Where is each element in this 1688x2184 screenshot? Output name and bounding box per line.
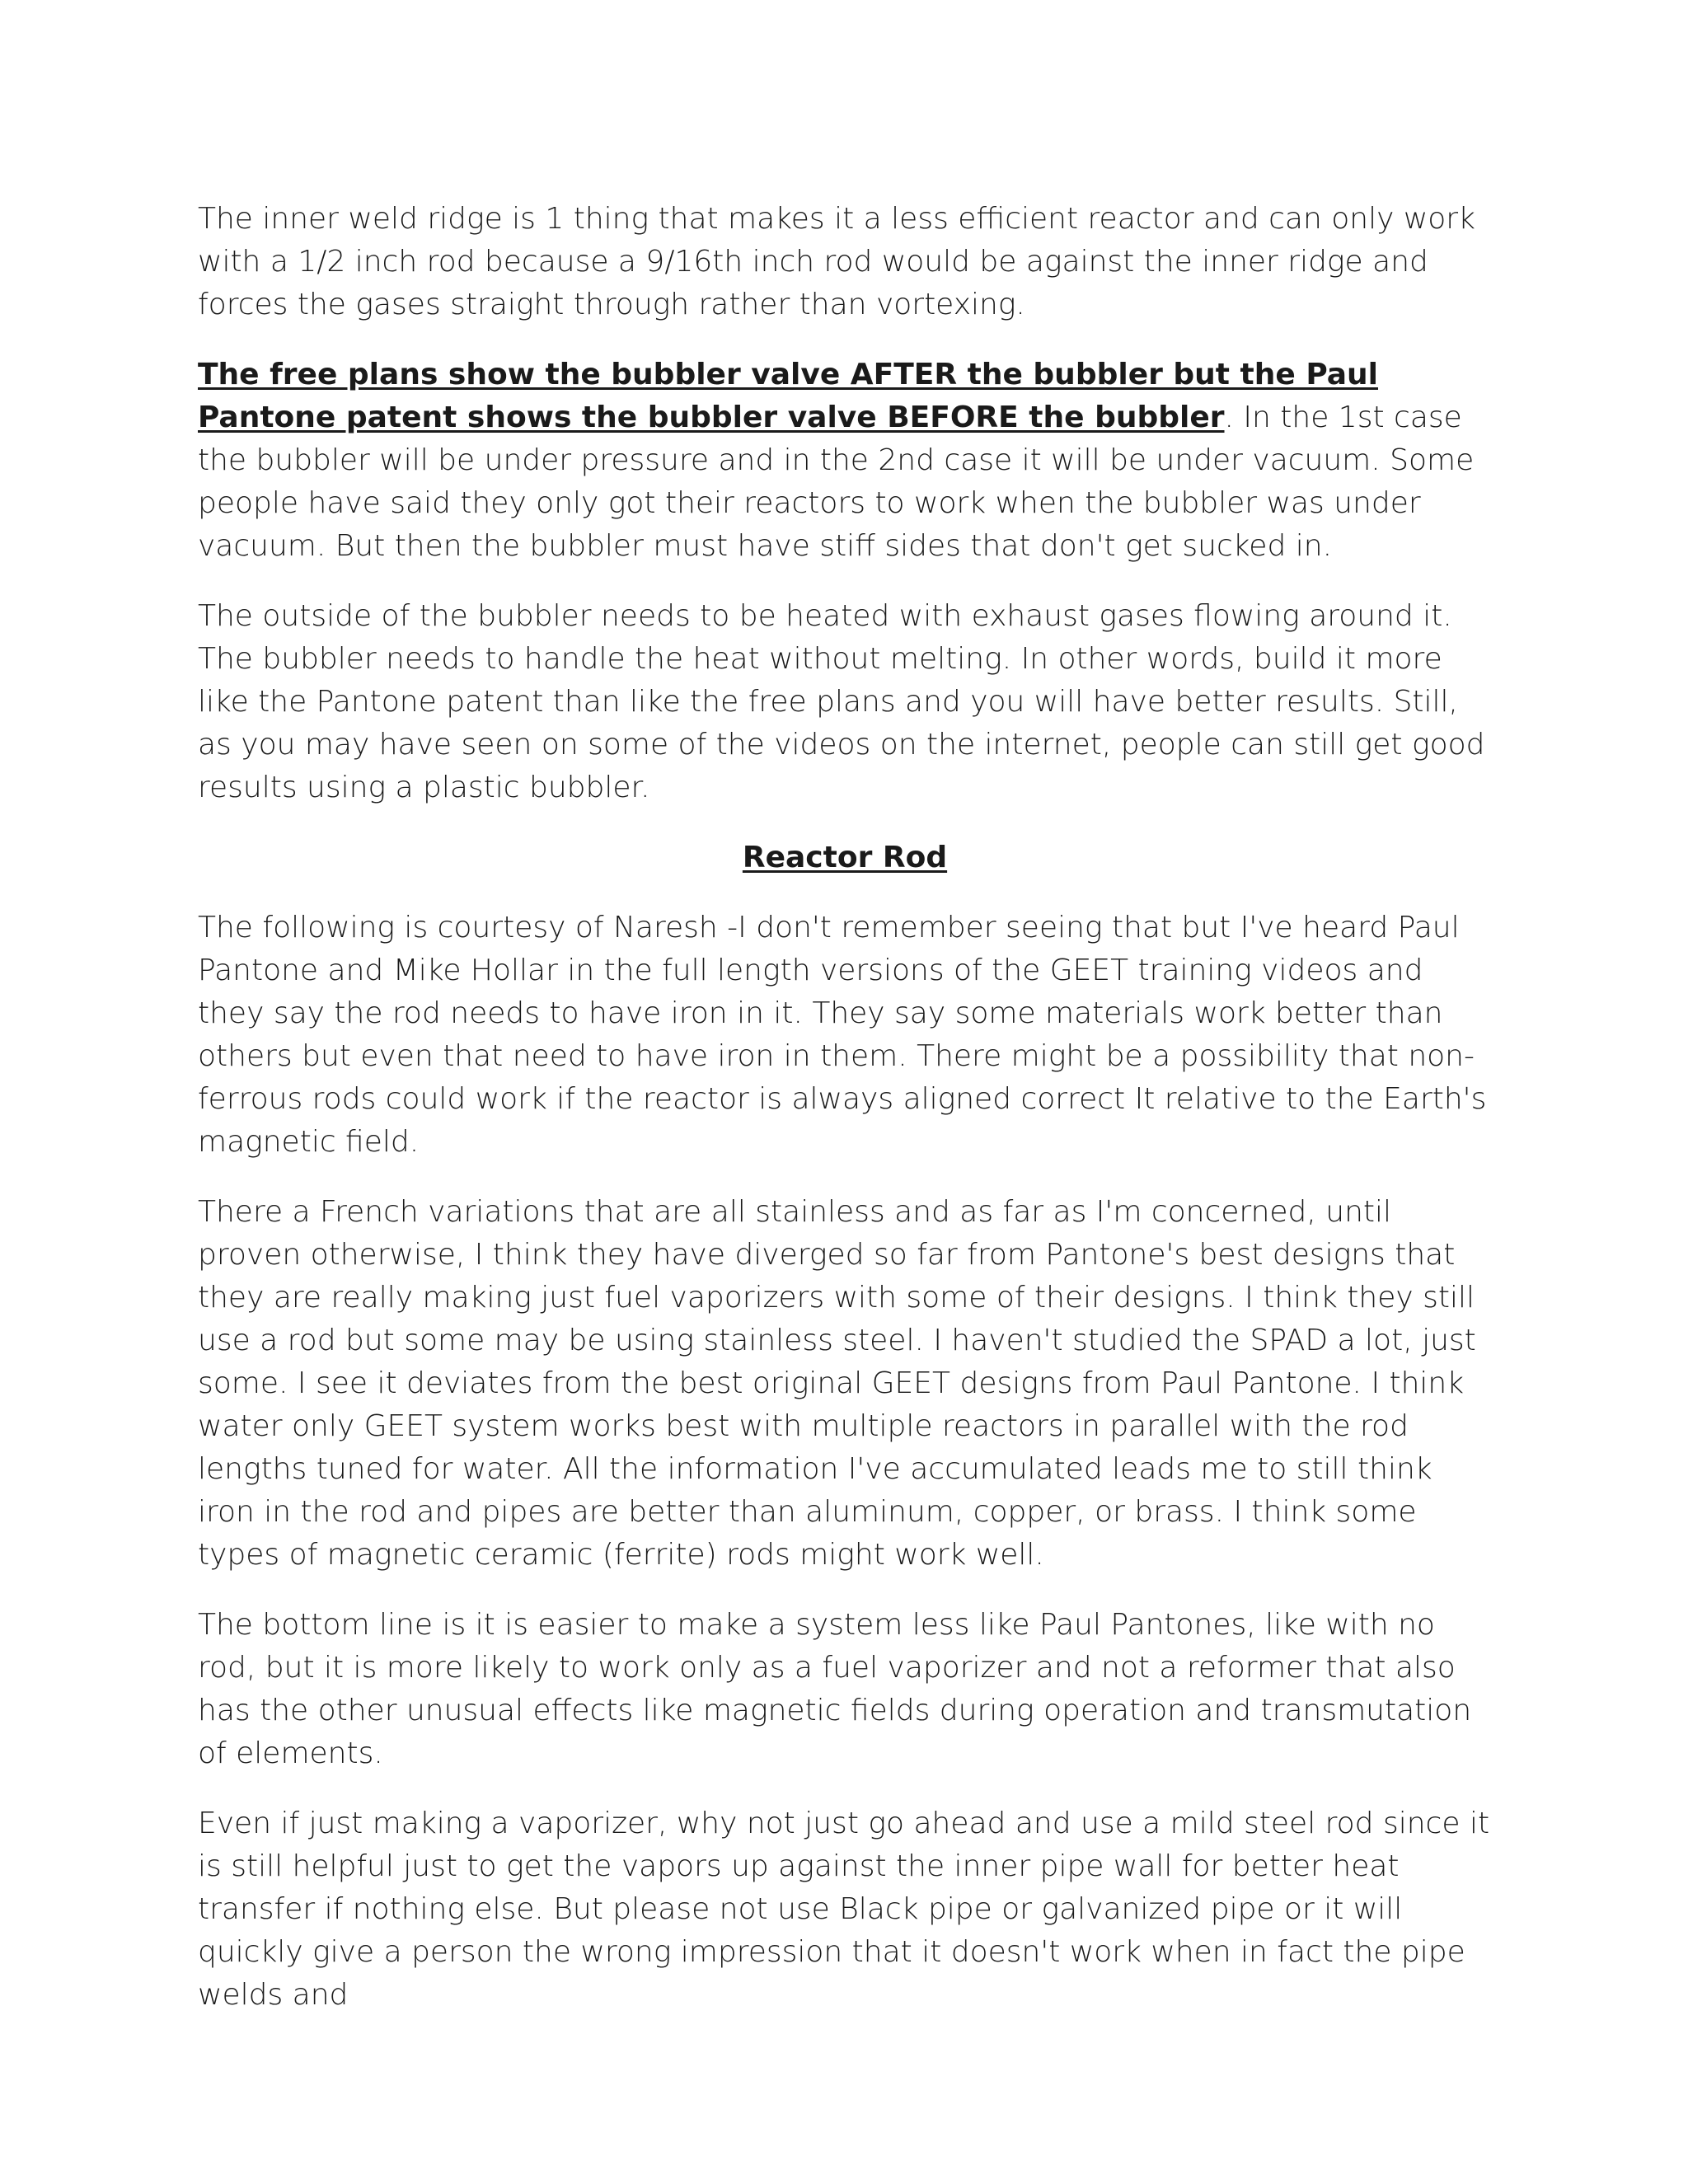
paragraph-weld-ridge: The inner weld ridge is 1 thing that makes it a less efficient reactor and can only work with a 1/2 inch rod because a 9/16th inch rod would be against the inner ridge and forces the gases straight through rather than vortexing. <box>198 202 1475 321</box>
paragraph-bottom-line: The bottom line is it is easier to make a system less like Paul Pantones, like with no rod, but it is more likely to work only as a fuel vaporizer and not a reformer that also has the other unusual effects like magnetic fields during operation and transmutation of elements. <box>198 1608 1472 1770</box>
paragraph-naresh: The following is courtesy of Naresh -I don't remember seeing that but I've heard Paul Pantone and Mike Hollar in the full length versions of the GEET training videos and they say the rod needs to have iron in it. They say some materials work better than others but even that need to have iron in them. There might be a possibility that non-ferrous rods could work if the reactor is always aligned correct It relative to the Earth's magnetic field. <box>198 911 1487 1159</box>
section-heading-reactor-rod: Reactor Rod <box>742 841 948 874</box>
paragraph-vaporizer: Even if just making a vaporizer, why not just go ahead and use a mild steel rod since it is still helpful just to get the vapors up against the inner pipe wall for better heat transfer if nothing else. But please not use Black pipe or galvanized pipe or it will quickly give a person the wrong impression that it doesn't work when in fact the pipe welds and <box>198 1807 1490 2012</box>
paragraph-bubbler-heating: The outside of the bubbler needs to be heated with exhaust gases flowing around it. The bubbler needs to handle the heat without melting. In other words, build it more like the Pantone patent than like the free plans and you will have better results. Still, as you may have seen on some of the videos on the internet, people can still get good results using a plastic bubbler. <box>198 599 1485 804</box>
bubbler-valve-text: . In the 1st case the bubbler will be under pressure and in the 2nd case it will be under vacuum. Some people have said they only got their reactors to work when the bubbler was under vacuum. But then the bubbler must have stiff sides that don't get sucked in. <box>198 401 1475 563</box>
paragraph-bubbler-valve <box>198 354 1492 568</box>
bubbler-valve-emphasis: The free plans show the bubbler valve AFTER the bubbler but the Paul Pantone patent shows the bubbler valve BEFORE the bubbler <box>198 358 1379 434</box>
paragraph-french-variations: There a French variations that are all stainless and as far as I'm concerned, until proven otherwise, I think they have diverged so far from Pantone's best designs that they are really making just fuel vaporizers with some of their designs. I think they still use a rod but some may be using stainless steel. I haven't studied the SPAD a lot, just some. I see it deviates from the best original GEET designs from Paul Pantone. I think water only GEET system works best with multiple reactors in parallel with the rod lengths tuned for water. All the information I've accumulated leads me to still think iron in the rod and pipes are better than aluminum, copper, or brass. I think some types of magnetic ceramic (ferrite) rods might work well. <box>198 1195 1476 1572</box>
document-page <box>198 198 1492 2044</box>
